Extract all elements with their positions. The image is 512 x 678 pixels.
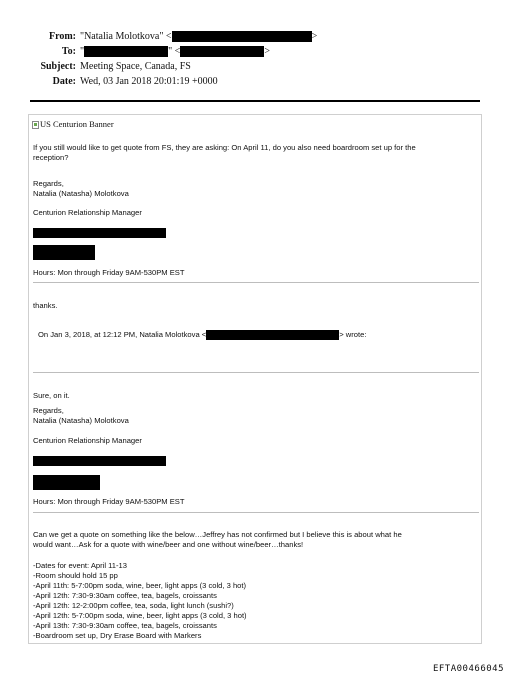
redaction-box xyxy=(172,31,312,42)
to-value xyxy=(80,45,270,59)
quote-suffix: > wrote: xyxy=(339,330,367,339)
signature-title: Centurion Relationship Manager xyxy=(33,208,142,217)
reply-text: Sure, on it. xyxy=(33,391,70,400)
banner-image xyxy=(32,119,114,130)
to-end: > xyxy=(264,46,270,57)
body-text: Can we get a quote on something like the below…Jeffrey has not confirmed but I believe this is about what he xyxy=(33,530,402,539)
subject-label: Subject: xyxy=(40,61,76,72)
from-label: From: xyxy=(48,31,76,42)
message-divider xyxy=(33,282,479,283)
date-label: Date: xyxy=(52,76,76,87)
signature-regards: Regards, xyxy=(33,406,64,415)
document-id: EFTA00466045 xyxy=(432,664,504,674)
list-item: -April 12th: 12-2:00pm coffee, tea, soda, light lunch (sushi?) xyxy=(33,601,234,610)
list-item: -Dates for event: April 11-13 xyxy=(33,561,127,570)
date-value: Wed, 03 Jan 2018 20:01:19 +0000 xyxy=(80,76,218,87)
signature-hours: Hours: Mon through Friday 9AM-530PM EST xyxy=(33,268,185,277)
signature-regards: Regards, xyxy=(33,179,64,188)
to-row xyxy=(0,45,512,59)
to-label: To: xyxy=(61,46,76,57)
header-divider xyxy=(30,100,480,102)
signature-hours: Hours: Mon through Friday 9AM-530PM EST xyxy=(33,497,185,506)
subject-value: Meeting Space, Canada, FS xyxy=(80,61,191,72)
list-item: -April 12th: 5-7:00pm soda, wine, beer, light apps (3 cold, 3 hot) xyxy=(33,611,247,620)
body-text: reception? xyxy=(33,153,69,162)
quote-attribution xyxy=(38,330,366,340)
broken-image-icon xyxy=(32,121,39,129)
list-item: -Room should hold 15 pp xyxy=(33,571,118,580)
redaction-box xyxy=(84,46,168,57)
signature-title: Centurion Relationship Manager xyxy=(33,436,142,445)
redaction-box xyxy=(206,330,339,340)
redaction-box xyxy=(33,228,166,238)
list-item: -April 13th: 7:30-9:30am coffee, tea, bagels, croissants xyxy=(33,621,217,630)
signature-name: Natalia (Natasha) Molotkova xyxy=(33,416,129,425)
to-mid: " < xyxy=(168,46,181,57)
list-item: -Boardroom set up, Dry Erase Board with Markers xyxy=(33,631,202,640)
list-item: -April 11th: 5-7:00pm soda, wine, beer, light apps (3 cold, 3 hot) xyxy=(33,581,247,590)
list-item: -April 12th: 7:30-9:30am coffee, tea, bagels, croissants xyxy=(33,591,217,600)
subject-row xyxy=(0,60,512,74)
body-text: If you still would like to get quote from FS, they are asking: On April 11, do you also need boardroom set up for the xyxy=(33,143,416,152)
redaction-box xyxy=(33,245,95,260)
message-divider xyxy=(33,372,479,373)
from-name: "Natalia Molotkova" < xyxy=(80,31,172,42)
signature-name: Natalia (Natasha) Molotkova xyxy=(33,189,129,198)
banner-alt-text: US Centurion Banner xyxy=(40,119,114,129)
date-row xyxy=(0,75,512,89)
redaction-box xyxy=(33,456,166,466)
quote-prefix: On Jan 3, 2018, at 12:12 PM, Natalia Molotkova < xyxy=(38,330,207,339)
redaction-box xyxy=(33,475,100,490)
body-text: would want…Ask for a quote with wine/beer and one without wine/beer…thanks! xyxy=(33,540,304,549)
from-row xyxy=(0,30,512,44)
from-value xyxy=(80,30,317,44)
redaction-box xyxy=(180,46,264,57)
message-divider xyxy=(33,512,479,513)
to-quote: " xyxy=(80,46,85,57)
reply-text: thanks. xyxy=(33,301,58,310)
from-end: > xyxy=(311,31,318,42)
